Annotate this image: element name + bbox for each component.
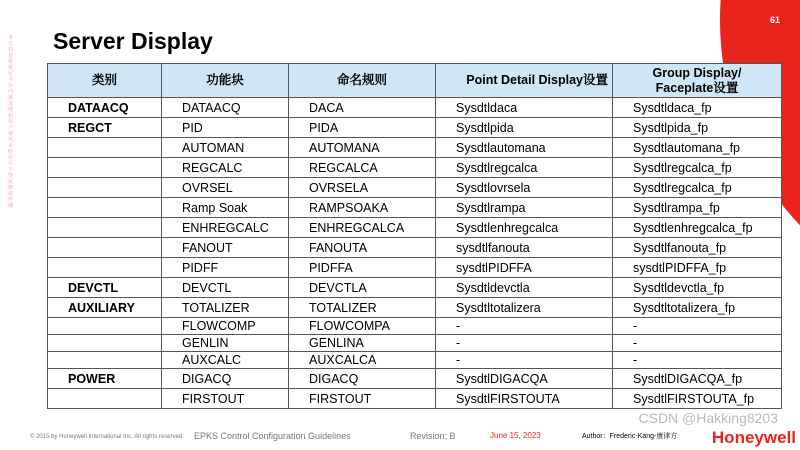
table-cell: POWER (48, 369, 162, 389)
table-cell: TOTALIZER (289, 298, 436, 318)
table-cell: DEVCTLA (289, 278, 436, 298)
table-cell: TOTALIZER (162, 298, 289, 318)
table-cell: - (436, 335, 613, 352)
table-cell: ENHREGCALCA (289, 218, 436, 238)
table-cell: FANOUTA (289, 238, 436, 258)
table-cell (48, 318, 162, 335)
table-cell: DIGACQ (162, 369, 289, 389)
doc-title: EPKS Control Configuration Guidelines (194, 431, 351, 441)
table-cell: AUXCALC (162, 352, 289, 369)
table-cell: SysdtlFIRSTOUTA (436, 389, 613, 409)
table-cell: Sysdtlregcalca_fp (613, 158, 782, 178)
table-cell: Sysdtlpida_fp (613, 118, 782, 138)
table-cell: Sysdtlfanouta_fp (613, 238, 782, 258)
table-cell: sysdtlPIDFFA_fp (613, 258, 782, 278)
table-cell: GENLINA (289, 335, 436, 352)
table-cell: SysdtlDIGACQA (436, 369, 613, 389)
table-cell: DATAACQ (162, 98, 289, 118)
table-row (48, 118, 782, 138)
table-cell: DATAACQ (48, 98, 162, 118)
table-row (48, 98, 782, 118)
honeywell-logo: Honeywell (711, 428, 796, 447)
table-cell: Sysdtldaca (436, 98, 613, 118)
table-row (48, 218, 782, 238)
table-cell: Sysdtldevctla (436, 278, 613, 298)
table-cell: Sysdtlrampa_fp (613, 198, 782, 218)
table-cell (48, 218, 162, 238)
table-cell: PIDA (289, 118, 436, 138)
table-cell: Sysdtlregcalca_fp (613, 178, 782, 198)
table-cell: Sysdtlautomana_fp (613, 138, 782, 158)
table-cell: Sysdtlregcalca (436, 158, 613, 178)
column-header: 类别 (48, 64, 162, 98)
column-header: 命名规则 (289, 64, 436, 98)
table-cell: AUTOMAN (162, 138, 289, 158)
table-cell: FLOWCOMP (162, 318, 289, 335)
table-cell (48, 238, 162, 258)
table-cell: Sysdtlpida (436, 118, 613, 138)
side-text: 本文档仅供霍尼韦尔内部及授权用户使用，未经许可不得复制或传播 (8, 35, 19, 209)
table-cell: AUTOMANA (289, 138, 436, 158)
table-cell: Sysdtlautomana (436, 138, 613, 158)
table-cell (48, 389, 162, 409)
watermark: CSDN @Hakking8203 (638, 410, 778, 426)
table-cell: Sysdtltotalizera_fp (613, 298, 782, 318)
table-cell: SysdtlFIRSTOUTA_fp (613, 389, 782, 409)
table-row (48, 335, 782, 352)
table-cell: - (436, 352, 613, 369)
table-cell: DEVCTL (48, 278, 162, 298)
table-cell: PIDFF (162, 258, 289, 278)
table-cell: DACA (289, 98, 436, 118)
table-cell: DIGACQ (289, 369, 436, 389)
column-header: 功能块 (162, 64, 289, 98)
table-cell: sysdtlPIDFFA (436, 258, 613, 278)
table-cell: REGCT (48, 118, 162, 138)
table-cell (48, 178, 162, 198)
table-cell: - (613, 318, 782, 335)
table-cell: PIDFFA (289, 258, 436, 278)
table-cell: AUXILIARY (48, 298, 162, 318)
table-cell: Sysdtltotalizera (436, 298, 613, 318)
revision: Revision: B (410, 431, 456, 441)
table-cell: REGCALC (162, 158, 289, 178)
table-cell: GENLIN (162, 335, 289, 352)
table-cell: Sysdtlenhregcalca_fp (613, 218, 782, 238)
table-cell: RAMPSOAKA (289, 198, 436, 218)
table-cell: AUXCALCA (289, 352, 436, 369)
date: June 15, 2023 (490, 431, 541, 440)
table-cell (48, 198, 162, 218)
table-cell: - (436, 318, 613, 335)
table-cell: Sysdtlrampa (436, 198, 613, 218)
table-row (48, 318, 782, 335)
table-row (48, 238, 782, 258)
table-cell: ENHREGCALC (162, 218, 289, 238)
table-cell: SysdtlDIGACQA_fp (613, 369, 782, 389)
table-cell (48, 158, 162, 178)
table-cell (48, 258, 162, 278)
table-row (48, 369, 782, 389)
table-cell: Sysdtlovrsela (436, 178, 613, 198)
table-row (48, 352, 782, 369)
table-cell (48, 138, 162, 158)
table-cell: PID (162, 118, 289, 138)
table-cell: - (613, 352, 782, 369)
header-row (48, 64, 782, 98)
table-row (48, 138, 782, 158)
table-row (48, 278, 782, 298)
copyright: © 2015 by Honeywell International Inc. All rights reserved. (30, 434, 184, 440)
table-cell: OVRSEL (162, 178, 289, 198)
table-row (48, 198, 782, 218)
table-cell: FANOUT (162, 238, 289, 258)
table-cell (48, 335, 162, 352)
column-header: Point Detail Display设置 (436, 64, 613, 98)
table-cell: - (613, 335, 782, 352)
table-cell: OVRSELA (289, 178, 436, 198)
table-cell: FIRSTOUT (162, 389, 289, 409)
page-title: Server Display (53, 28, 213, 54)
server-display-table (47, 63, 782, 409)
table-cell: FIRSTOUT (289, 389, 436, 409)
column-header: Group Display/ Faceplate设置 (613, 64, 782, 98)
table-cell: Sysdtlenhregcalca (436, 218, 613, 238)
table-cell: FLOWCOMPA (289, 318, 436, 335)
table-row (48, 298, 782, 318)
table-row (48, 178, 782, 198)
table-row (48, 258, 782, 278)
table-cell: Sysdtldevctla_fp (613, 278, 782, 298)
table-cell: REGCALCA (289, 158, 436, 178)
table-cell: Ramp Soak (162, 198, 289, 218)
author: Author：Frederic-Kang-康律方 (582, 433, 678, 440)
table-row (48, 158, 782, 178)
table-row (48, 389, 782, 409)
table-cell: Sysdtldaca_fp (613, 98, 782, 118)
table-cell (48, 352, 162, 369)
table-cell: sysdtlfanouta (436, 238, 613, 258)
page-number: 61 (769, 15, 780, 25)
table-cell: DEVCTL (162, 278, 289, 298)
